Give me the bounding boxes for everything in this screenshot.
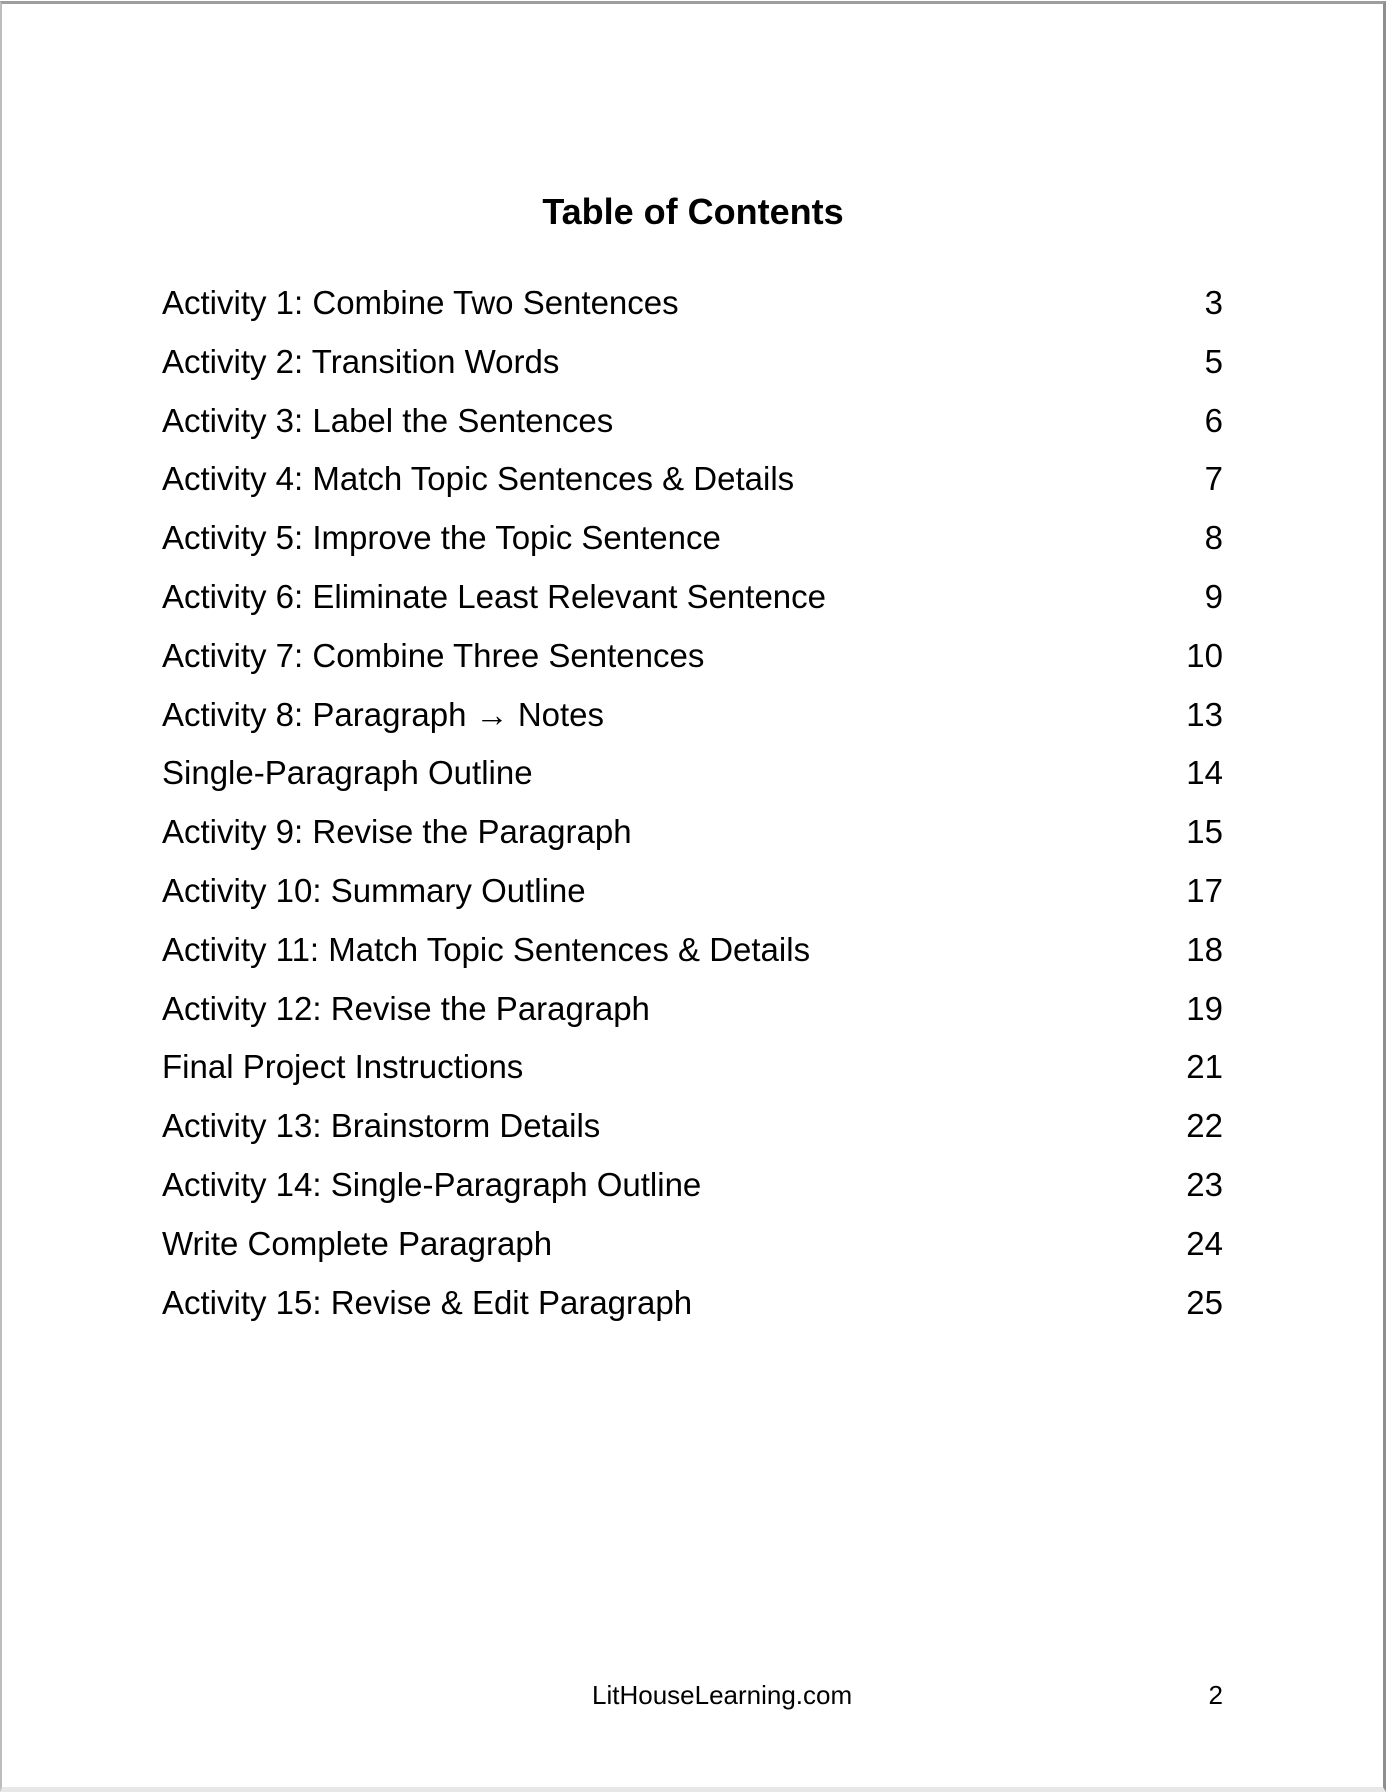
- toc-entry-label: Activity 2: Transition Words: [162, 342, 560, 380]
- toc-entry-label: Activity 12: Revise the Paragraph: [162, 989, 650, 1027]
- toc-entry-label: Activity 7: Combine Three Sentences: [162, 636, 705, 674]
- toc-entry-page-number: 5: [1204, 342, 1223, 380]
- toc-entry[interactable]: [162, 1156, 1223, 1215]
- toc-entry[interactable]: [162, 803, 1223, 862]
- footer-website: LitHouseLearning.com: [592, 1680, 853, 1710]
- toc-entry-page-number: 3: [1204, 284, 1223, 321]
- toc-entry-label: Activity 4: Match Topic Sentences & Details: [162, 460, 795, 498]
- toc-entry-page-number: 18: [1186, 930, 1223, 968]
- toc-entry-page-number: 8: [1204, 519, 1223, 557]
- toc-entry-label: Activity 3: Label the Sentences: [162, 401, 614, 439]
- toc-entry[interactable]: [162, 450, 1223, 509]
- toc-entry-page-number: 9: [1204, 577, 1223, 615]
- toc-entry[interactable]: [162, 1215, 1223, 1274]
- toc-entry-page-number: 17: [1186, 871, 1223, 909]
- toc-entry-label: Write Complete Paragraph: [162, 1224, 553, 1262]
- toc-entry-label: Final Project Instructions: [162, 1048, 524, 1086]
- toc-entry-label: Activity 10: Summary Outline: [162, 871, 586, 909]
- toc-entry[interactable]: [162, 862, 1223, 921]
- toc-entry-page-number: 23: [1186, 1165, 1223, 1203]
- toc-entry-label: Activity 9: Revise the Paragraph: [162, 813, 632, 851]
- toc-entry[interactable]: [162, 1038, 1223, 1097]
- toc-entry-label: Activity 1: Combine Two Sentences: [162, 284, 679, 321]
- toc-entry[interactable]: [162, 980, 1223, 1039]
- toc-entry[interactable]: [162, 1274, 1223, 1333]
- toc-entry-page-number: 13: [1186, 695, 1223, 733]
- toc-entry-label: Activity 6: Eliminate Least Relevant Sentence: [162, 577, 827, 615]
- toc-entry-page-number: 14: [1186, 754, 1223, 792]
- toc-entry-page-number: 21: [1186, 1048, 1223, 1086]
- toc-entry-page-number: 25: [1186, 1283, 1223, 1321]
- toc-entry-label: Activity 13: Brainstorm Details: [162, 1107, 601, 1145]
- toc-entry[interactable]: [162, 1097, 1223, 1156]
- toc-entry-label: Activity 11: Match Topic Sentences & Details: [162, 930, 811, 968]
- toc-entry-page-number: 10: [1186, 636, 1223, 674]
- toc-entry-label: Single-Paragraph Outline: [162, 754, 533, 792]
- toc-entry-label: Activity 8: Paragraph → Notes: [162, 695, 605, 733]
- toc-entry-label: Activity 15: Revise & Edit Paragraph: [162, 1283, 693, 1321]
- toc-entry[interactable]: [162, 744, 1223, 803]
- toc-entry-page-number: 15: [1186, 813, 1223, 851]
- toc-list: [162, 274, 1223, 1332]
- toc-entry[interactable]: [162, 921, 1223, 980]
- toc-entry-page-number: 22: [1186, 1107, 1223, 1145]
- toc-entry[interactable]: [162, 333, 1223, 392]
- toc-entry[interactable]: [162, 392, 1223, 451]
- footer-page-number: 2: [1208, 1680, 1223, 1710]
- toc-entry-page-number: 24: [1186, 1224, 1223, 1262]
- page-title: Table of Contents: [542, 191, 844, 233]
- toc-entry-label: Activity 5: Improve the Topic Sentence: [162, 519, 721, 557]
- toc-entry[interactable]: [162, 686, 1223, 745]
- toc-entry[interactable]: [162, 274, 1223, 333]
- toc-entry-page-number: 19: [1186, 989, 1223, 1027]
- toc-entry[interactable]: [162, 627, 1223, 686]
- toc-entry-page-number: 7: [1204, 460, 1223, 498]
- toc-entry[interactable]: [162, 509, 1223, 568]
- toc-entry[interactable]: [162, 568, 1223, 627]
- toc-entry-label: Activity 14: Single-Paragraph Outline: [162, 1165, 702, 1203]
- toc-entry-page-number: 6: [1204, 401, 1223, 439]
